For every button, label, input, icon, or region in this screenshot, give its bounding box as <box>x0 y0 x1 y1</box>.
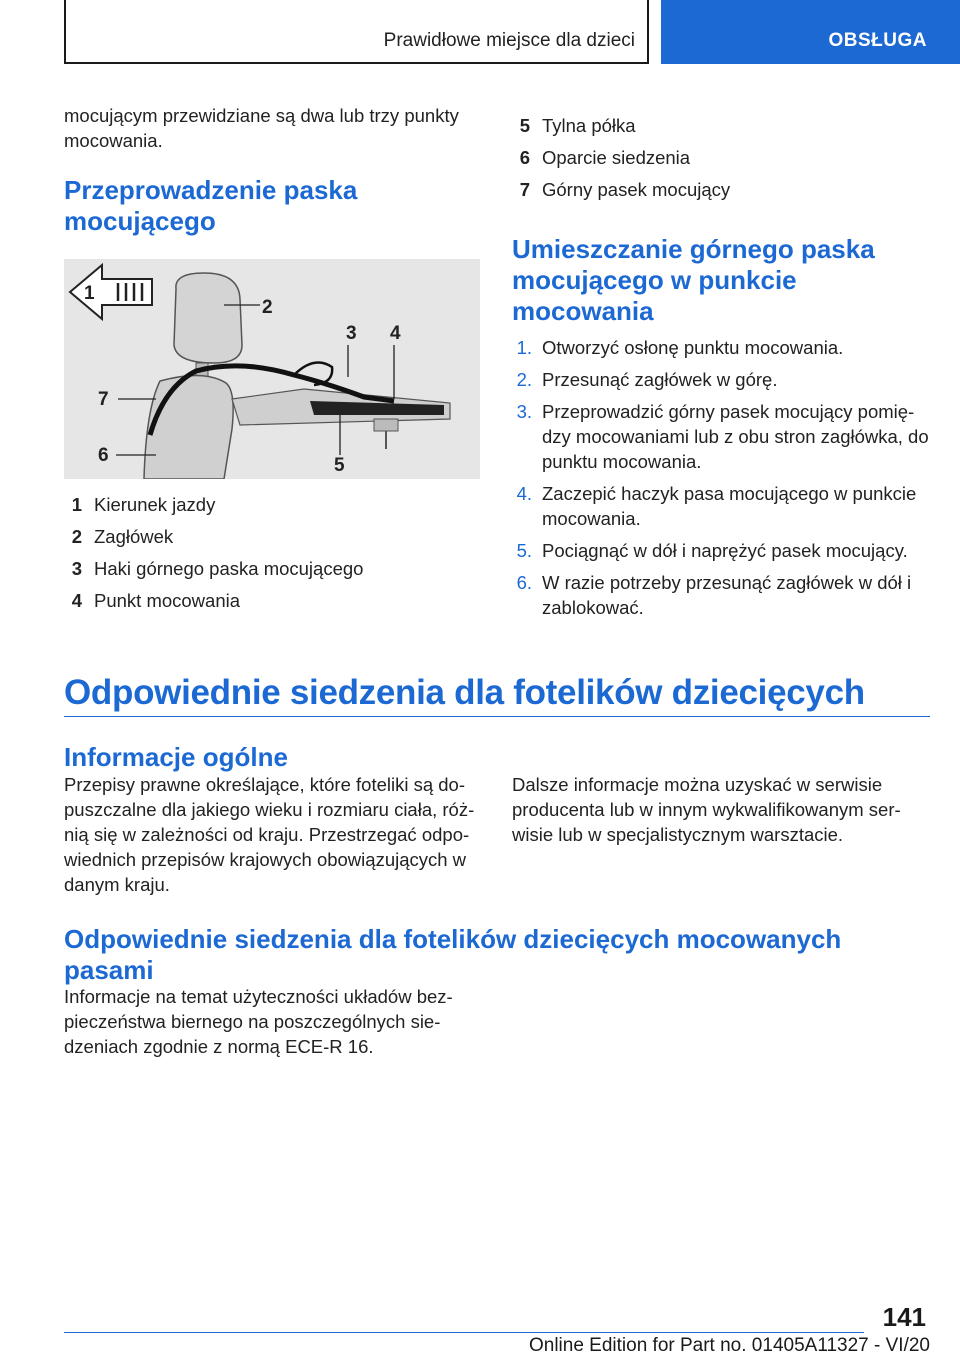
section-divider <box>64 716 930 717</box>
step-item: 6. W razie potrzeby przesunąć zagłówek w dół i zablokować. <box>516 572 912 618</box>
legend-item: 2 Zagłówek <box>71 526 174 547</box>
figure-label-2: 2 <box>262 297 273 318</box>
headrest-tether-illustration <box>64 259 480 479</box>
headrest-shape <box>174 273 242 363</box>
legend-item: 6 Oparcie siedzenia <box>519 147 691 168</box>
direction-arrow <box>70 265 152 319</box>
step-item: 4. Zaczepić haczyk pasa mocującego w punkcie mocowania. <box>516 483 917 529</box>
routing-heading: Przeprowadzenie paska mocującego <box>64 175 358 236</box>
header-chapter-tab[interactable] <box>661 0 960 64</box>
legend-item: 5 Tylna półka <box>519 115 636 136</box>
general-info-left-text: Przepisy prawne określające, które foteliki są do‐puszczalne dla jakiego wieku i rozmiaru ciała, róż‐nią się w zależności od kraju. Przestrzegać odpo‐wiednich przepisów krajowych obowiązujących w danym kraju. <box>64 774 475 895</box>
step-item: 2. Przesunąć zagłówek w górę. <box>516 369 778 390</box>
attach-heading: Umieszczanie górnego paska mocującego w punkcie mocowania <box>512 234 875 326</box>
belt-seats-heading: Odpowiednie siedzenia dla fotelików dziecięcych mocowanych pasami <box>64 924 842 985</box>
left-column <box>64 103 480 617</box>
figure-label-7: 7 <box>98 389 109 410</box>
figure-legend-right <box>512 110 930 206</box>
illustration-svg <box>64 259 480 479</box>
legend-item: 1 Kierunek jazdy <box>71 494 216 515</box>
footer-edition: Online Edition for Part no. 01405A11327 - VI/20 <box>528 1335 930 1356</box>
footer-divider <box>64 1332 864 1333</box>
anchor-cover <box>374 419 398 431</box>
step-item: 5. Pociągnąć w dół i naprężyć pasek mocujący. <box>516 540 908 561</box>
header-section-title: Prawidłowe miejsce dla dzieci <box>383 30 635 51</box>
legend-item: 4 Punkt mocowania <box>71 590 241 611</box>
figure-label-4: 4 <box>390 323 401 344</box>
section-title: Odpowiednie siedzenia dla fotelików dziecięcych <box>64 673 865 712</box>
step-item: 3. Przeprowadzić górny pasek mocujący pomię‐dzy mocowaniami lub z obu stron zagłówka, do punktu mocowania. <box>516 401 929 472</box>
legend-item: 3 Haki górnego paska mocującego <box>71 558 364 579</box>
page-number: 141 <box>882 1302 926 1332</box>
belt-seats-text: Informacje na temat użyteczności układów bez‐pieczeństwa biernego na poszczególnych sie‐dzeniach zgodnie z normą ECE-R 16. <box>64 986 453 1057</box>
general-info-heading: Informacje ogólne <box>64 742 288 772</box>
figure-label-1: 1 <box>84 283 95 304</box>
header-section-box <box>64 0 649 64</box>
seat-back-shape <box>144 375 233 479</box>
figure-label-6: 6 <box>98 445 109 466</box>
general-info-right-text: Dalsze informacje można uzyskać w serwisie producenta lub w innym wykwalifikowanym ser‐wisie lub w specjalistycznym warsztacie. <box>512 774 901 845</box>
figure-legend-left <box>64 489 480 617</box>
figure-label-3: 3 <box>346 323 357 344</box>
right-column <box>512 110 930 627</box>
legend-item: 7 Górny pasek mocujący <box>519 179 731 200</box>
figure-label-5: 5 <box>334 455 345 476</box>
step-item: 1. Otworzyć osłonę punktu mocowania. <box>516 337 844 358</box>
intro-paragraph: mocującym przewidziane są dwa lub trzy punkty mocowania. <box>64 105 459 151</box>
attach-steps-list <box>512 335 930 620</box>
header-chapter-title: OBSŁUGA <box>828 30 927 51</box>
